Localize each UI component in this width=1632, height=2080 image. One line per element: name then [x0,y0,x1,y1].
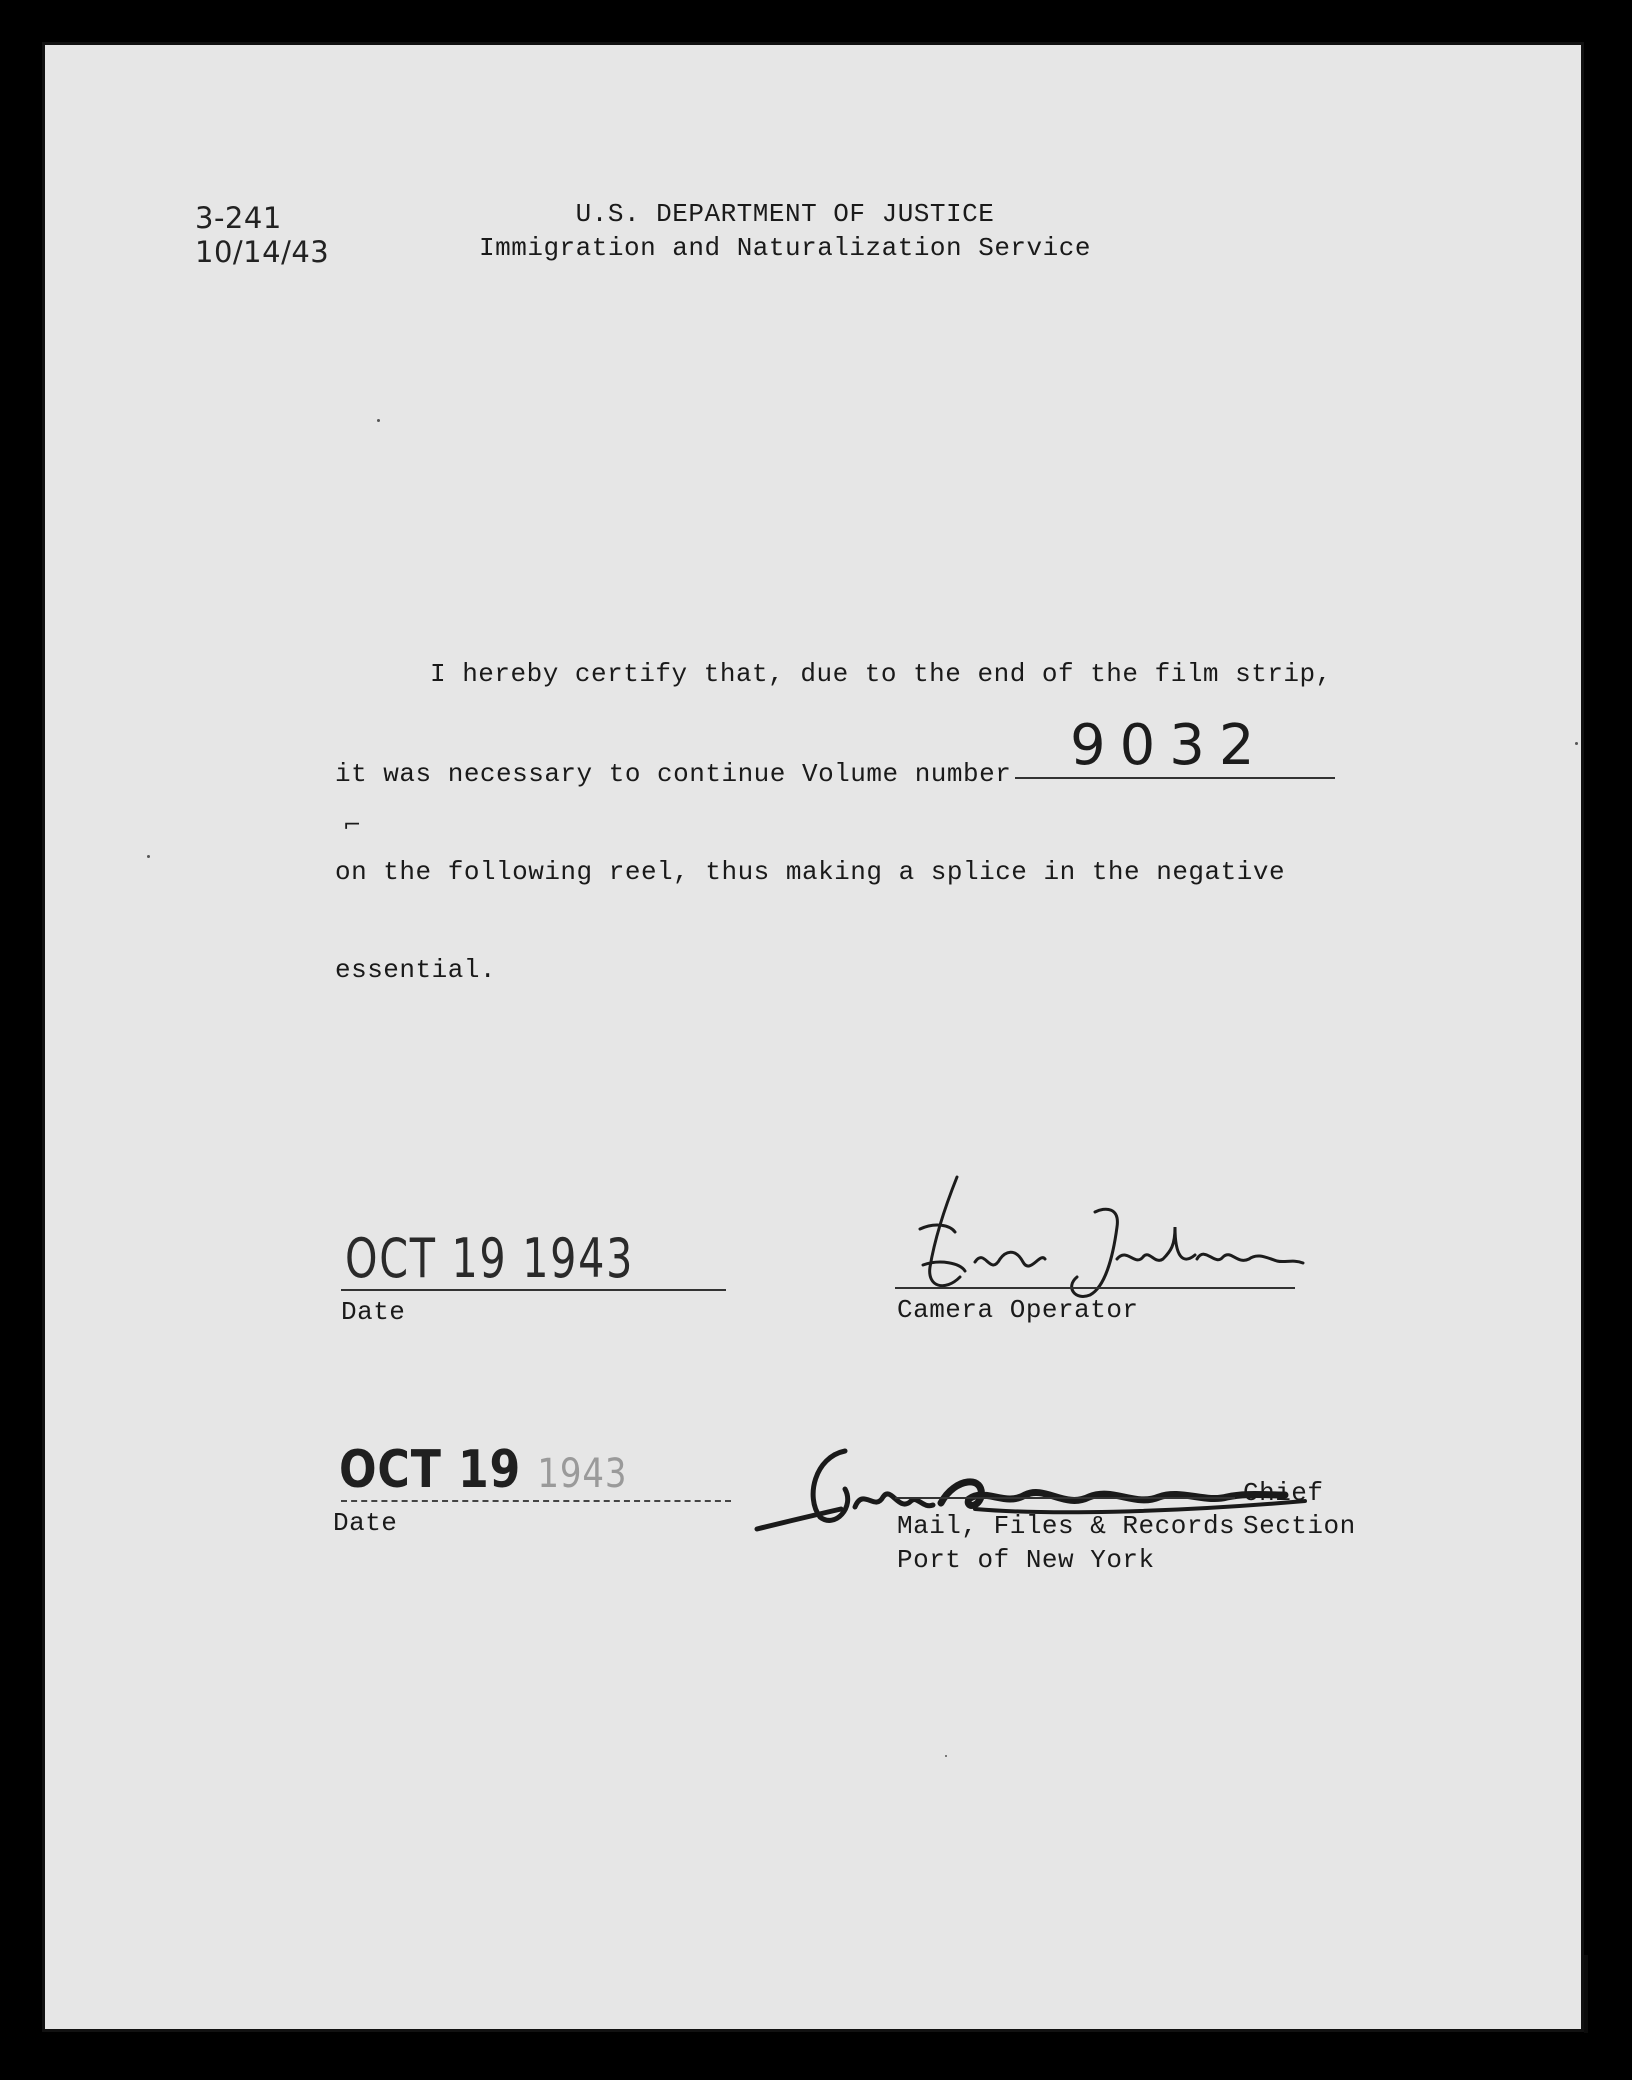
chief-date-stamp-faded: 1943 [537,1451,628,1497]
certification-line-2: it was necessary to continue Volume number [335,759,1012,789]
camera-date-stamp: OCT 19 1943 [345,1227,635,1290]
camera-operator-line [895,1287,1295,1289]
margin-tick-mark: ⌐ [343,813,362,838]
department-heading: U.S. DEPARTMENT OF JUSTICE [575,199,995,229]
form-code [195,201,329,269]
certification-line-1: I hereby certify that, due to the end of the film strip, [430,659,1332,689]
chief-office-line: Mail, Files & Records [897,1511,1236,1541]
document-page [42,42,1584,2032]
paper-speck [147,855,150,858]
camera-operator-signature [905,1167,1345,1307]
certification-line-3: on the following reel, thus making a splice in the negative [335,857,1286,887]
camera-date-label: Date [341,1297,406,1327]
paper-speck [945,1755,947,1757]
camera-date-line [341,1289,726,1291]
certification-line-4: essential. [335,955,497,985]
chief-signature-line [895,1497,1235,1499]
volume-number: 9032 [1070,713,1269,778]
chief-title: Chief [1243,1478,1324,1508]
frame-corner [1530,1955,1588,2033]
chief-port-line: Port of New York [897,1545,1155,1575]
chief-date-line [341,1500,731,1502]
form-date: 10/14/43 [195,235,330,269]
service-heading: Immigration and Naturalization Service [479,233,1091,263]
chief-date-label: Date [333,1508,398,1538]
camera-operator-label: Camera Operator [897,1295,1139,1325]
form-number: 3-241 [195,201,282,235]
chief-section-word: Section [1243,1511,1356,1541]
chief-date-stamp [339,1440,627,1500]
chief-date-stamp-main: OCT 19 [339,1440,522,1500]
paper-speck [1575,742,1578,745]
paper-speck [377,419,380,422]
